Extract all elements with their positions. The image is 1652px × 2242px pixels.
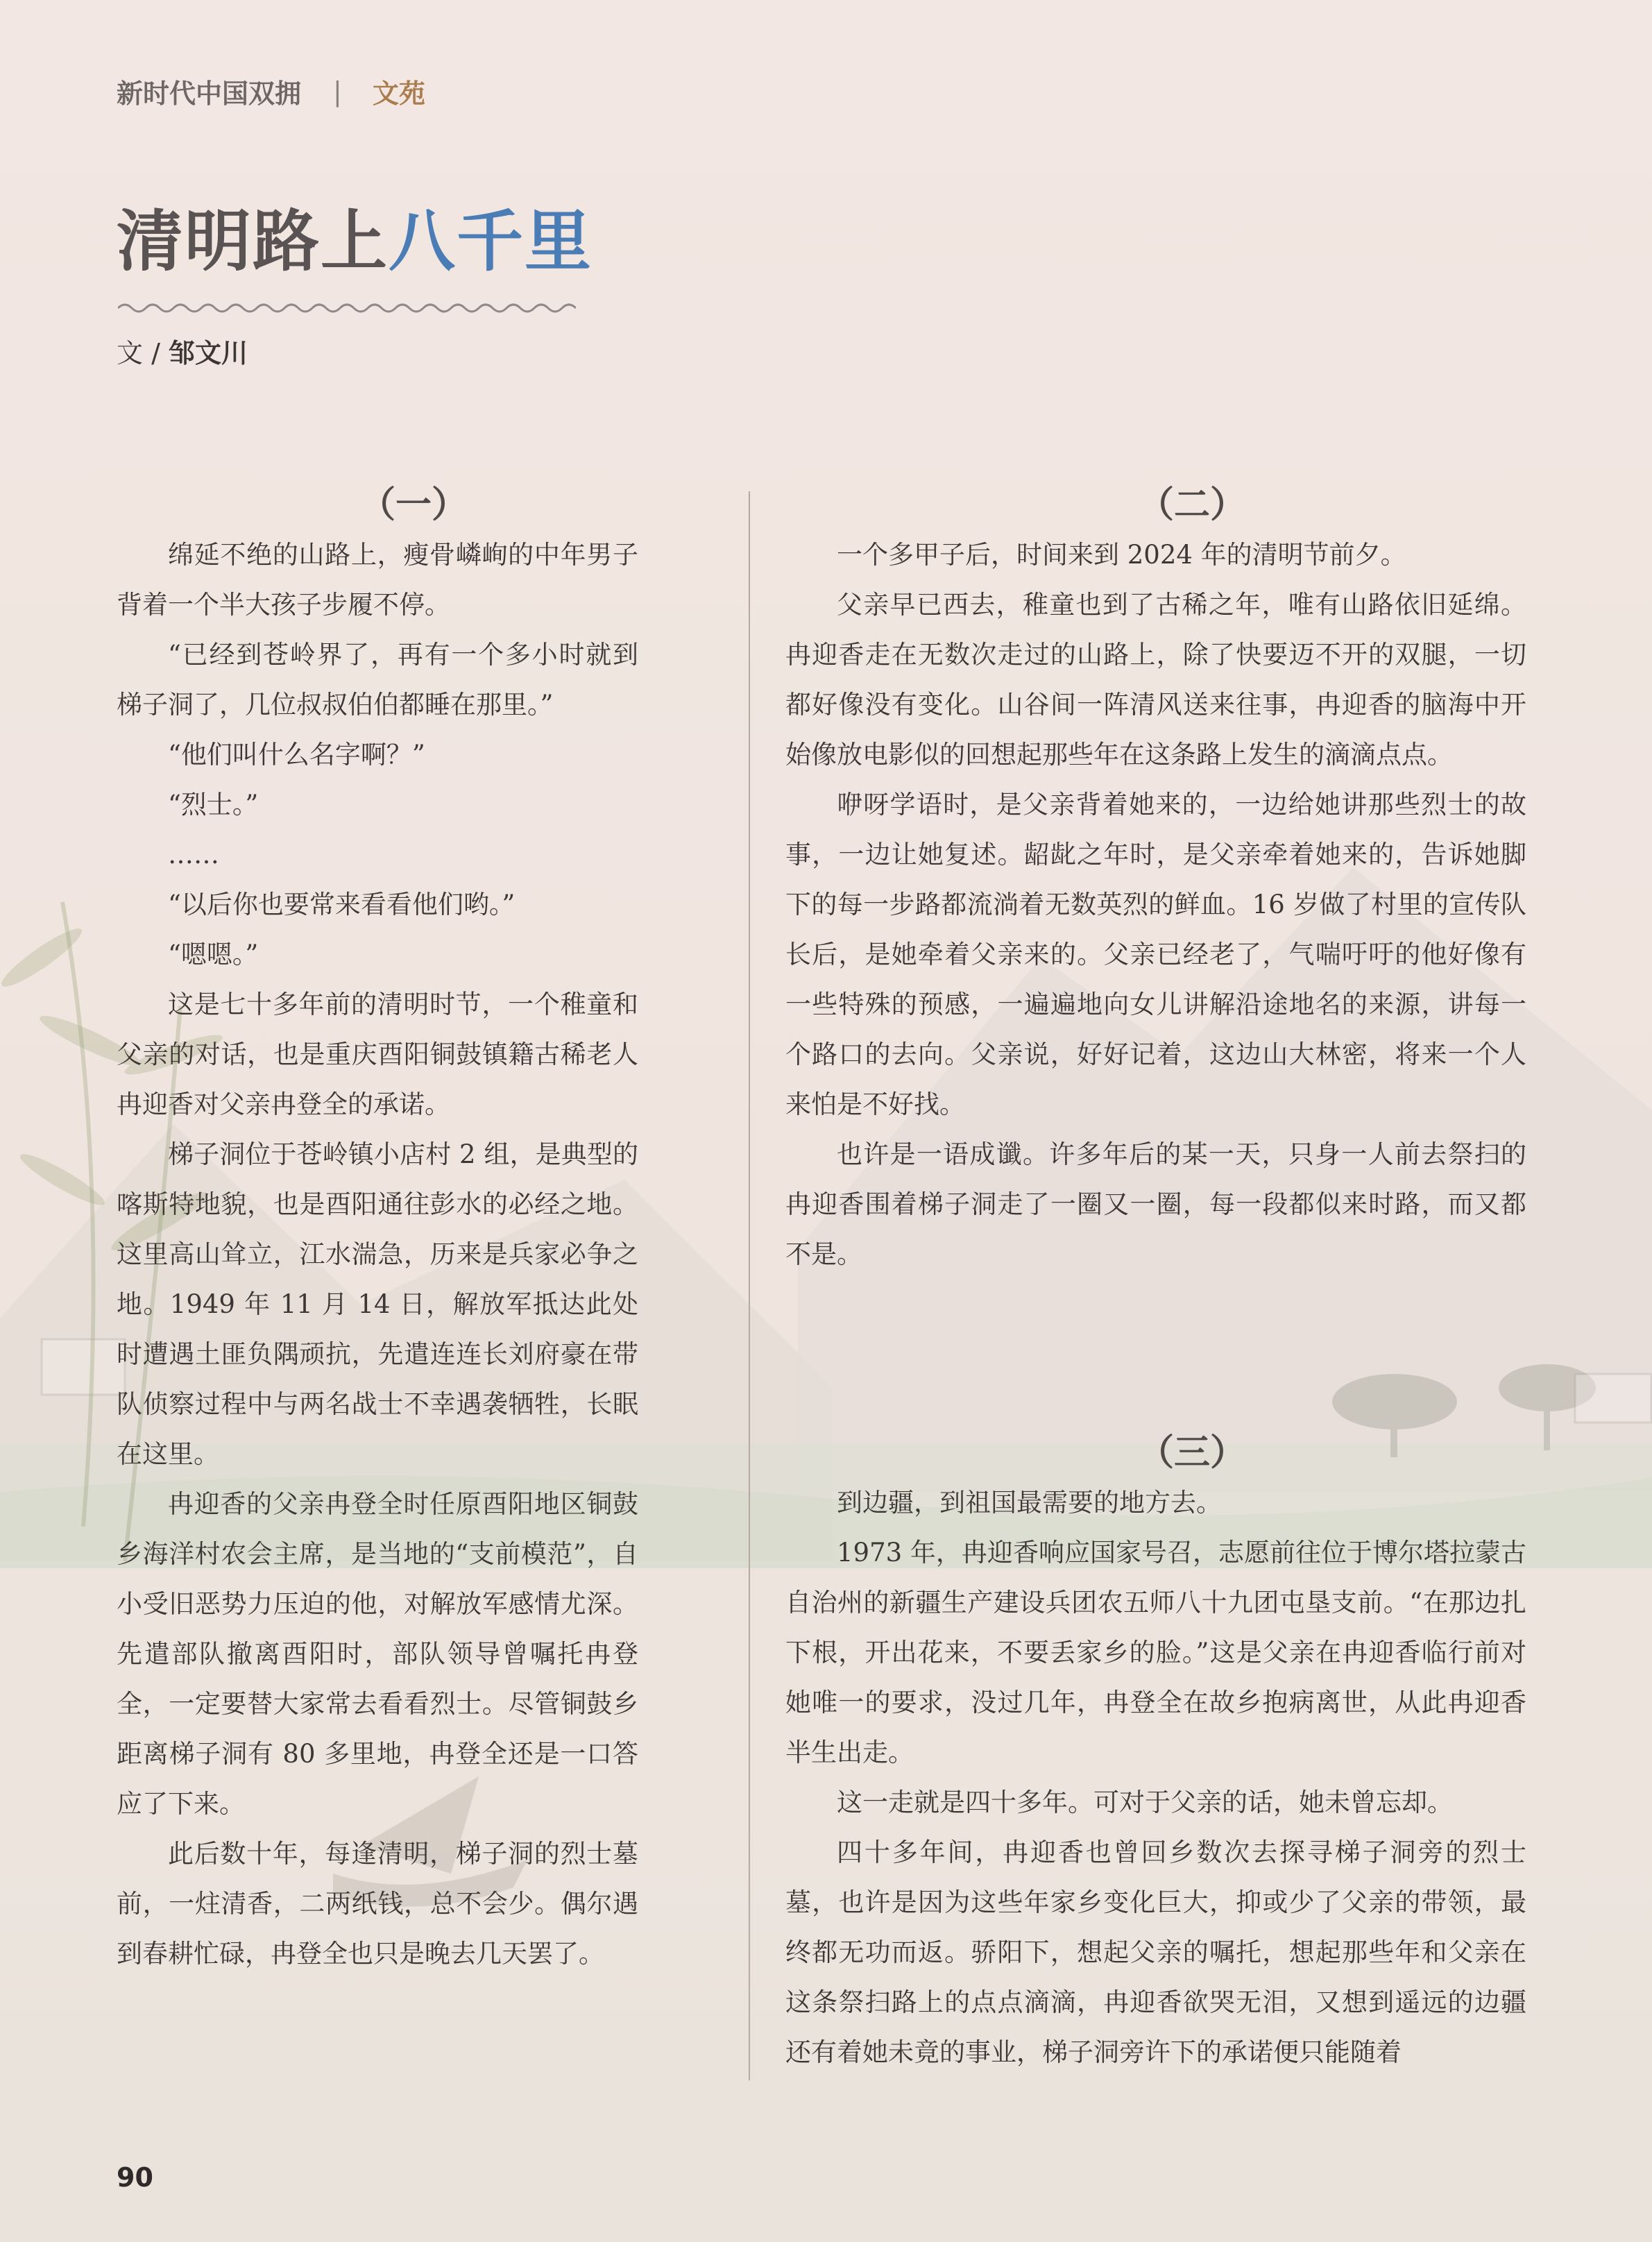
paragraph: “他们叫什么名字啊？” xyxy=(168,740,425,770)
paragraph: “嗯嗯。” xyxy=(168,940,259,969)
paragraph: “已经到苍岭界了，再有一个多小时就到梯子洞了，几位叔叔伯伯都睡在那里。” xyxy=(117,640,638,720)
column-divider xyxy=(749,491,750,2080)
paragraph: 梯子洞位于苍岭镇小店村 2 组，是典型的喀斯特地貌，也是酉阳通往彭水的必经之地。这里高山耸立，江水湍急，历来是兵家必争之地。1949 年 11 月 14 日，解放军抵达此处时遭遇土匪负隅顽抗，先遣连连长刘府豪在带队侦察过程中与两名战士不幸遇袭牺牲，长眠在这里。 xyxy=(117,1139,638,1469)
section-3 xyxy=(785,1428,1526,2078)
author-name: 邹文川 xyxy=(168,338,248,368)
section-1-heading: （一） xyxy=(359,484,468,526)
title-wave-underline xyxy=(118,300,576,316)
running-header xyxy=(117,72,425,110)
paragraph: 一个多甲子后，时间来到 2024 年的清明节前夕。 xyxy=(837,540,1406,570)
section-name: 文苑 xyxy=(372,78,425,109)
paragraph: 父亲早已西去，稚童也到了古稀之年，唯有山路依旧延绵。冉迎香走在无数次走过的山路上，除了快要迈不开的双腿，一切都好像没有变化。山谷间一阵清风送来往事，冉迎香的脑海中开始像放电影似的回想起那些年在这条路上发生的滴滴点点。 xyxy=(785,590,1526,770)
paragraph: 也许是一语成谶。许多年后的某一天，只身一人前去祭扫的冉迎香围着梯子洞走了一圈又一圈，每一段都似来时路，而又都不是。 xyxy=(785,1139,1526,1269)
section-3-heading: （三） xyxy=(1137,1432,1246,1474)
paragraph: 绵延不绝的山路上，瘦骨嶙峋的中年男子背着一个半大孩子步履不停。 xyxy=(117,540,638,620)
byline-prefix: 文 / xyxy=(117,338,169,368)
title-part-1: 清明路上 xyxy=(117,203,389,280)
paragraph: 咿呀学语时，是父亲背着她来的，一边给她讲那些烈士的故事，一边让她复述。龆龀之年时，是父亲牵着她来的，告诉她脚下的每一步路都流淌着无数英烈的鲜血。16 岁做了村里的宣传队长后，是她牵着父亲来的。父亲已经老了，气喘吁吁的他好像有一些特殊的预感，一遍遍地向女儿讲解沿途地名的来源，讲每一个路口的去向。父亲说，好好记着，这边山大林密，将来一个人来怕是不好找。 xyxy=(785,790,1526,1119)
paragraph: …… xyxy=(168,840,219,869)
section-2-heading: （二） xyxy=(1137,484,1246,526)
paragraph: 四十多年间，冉迎香也曾回乡数次去探寻梯子洞旁的烈士墓，也许是因为这些年家乡变化巨大，抑或少了父亲的带领，最终都无功而返。骄阳下，想起父亲的嘱托，想起那些年和父亲在这条祭扫路上的点点滴滴，冉迎香欲哭无泪，又想到遥远的边疆还有着她未竟的事业，梯子洞旁许下的承诺便只能随着 xyxy=(785,1837,1526,2067)
paragraph: 到边疆，到祖国最需要的地方去。 xyxy=(837,1488,1222,1518)
magazine-name: 新时代中国双拥 xyxy=(117,78,302,109)
section-2 xyxy=(785,480,1526,1280)
paragraph: 此后数十年，每逢清明，梯子洞的烈士墓前，一炷清香，二两纸钱，总不会少。偶尔遇到春耕忙碌，冉登全也只是晚去几天罢了。 xyxy=(117,1839,638,1969)
paragraph: 这一走就是四十多年。可对于父亲的话，她未曾忘却。 xyxy=(837,1787,1453,1817)
section-1 xyxy=(117,480,638,1979)
page-number: 90 xyxy=(117,2162,153,2193)
byline xyxy=(117,332,248,370)
header-separator: | xyxy=(333,76,342,107)
paragraph: 冉迎香的父亲冉登全时任原酉阳地区铜鼓乡海洋村农会主席，是当地的“支前模范”，自小受旧恶势力压迫的他，对解放军感情尤深。先遣部队撤离酉阳时，部队领导曾嘱托冉登全，一定要替大家常去看看烈士。尽管铜鼓乡距离梯子洞有 80 多里地，冉登全还是一口答应了下来。 xyxy=(117,1489,638,1819)
article-title xyxy=(117,205,593,279)
paragraph: “烈士。” xyxy=(168,790,259,819)
title-part-2: 八千里 xyxy=(389,203,593,280)
paragraph: 这是七十多年前的清明时节，一个稚童和父亲的对话，也是重庆酉阳铜鼓镇籍古稀老人冉迎香对父亲冉登全的承诺。 xyxy=(117,990,638,1119)
paragraph: “以后你也要常来看看他们哟。” xyxy=(168,890,516,919)
paragraph: 1973 年，冉迎香响应国家号召，志愿前往位于博尔塔拉蒙古自治州的新疆生产建设兵团农五师八十九团屯垦支前。“在那边扎下根，开出花来，不要丢家乡的脸。”这是父亲在冉迎香临行前对她唯一的要求，没过几年，冉登全在故乡抱病离世，从此冉迎香半生出走。 xyxy=(785,1538,1526,1767)
